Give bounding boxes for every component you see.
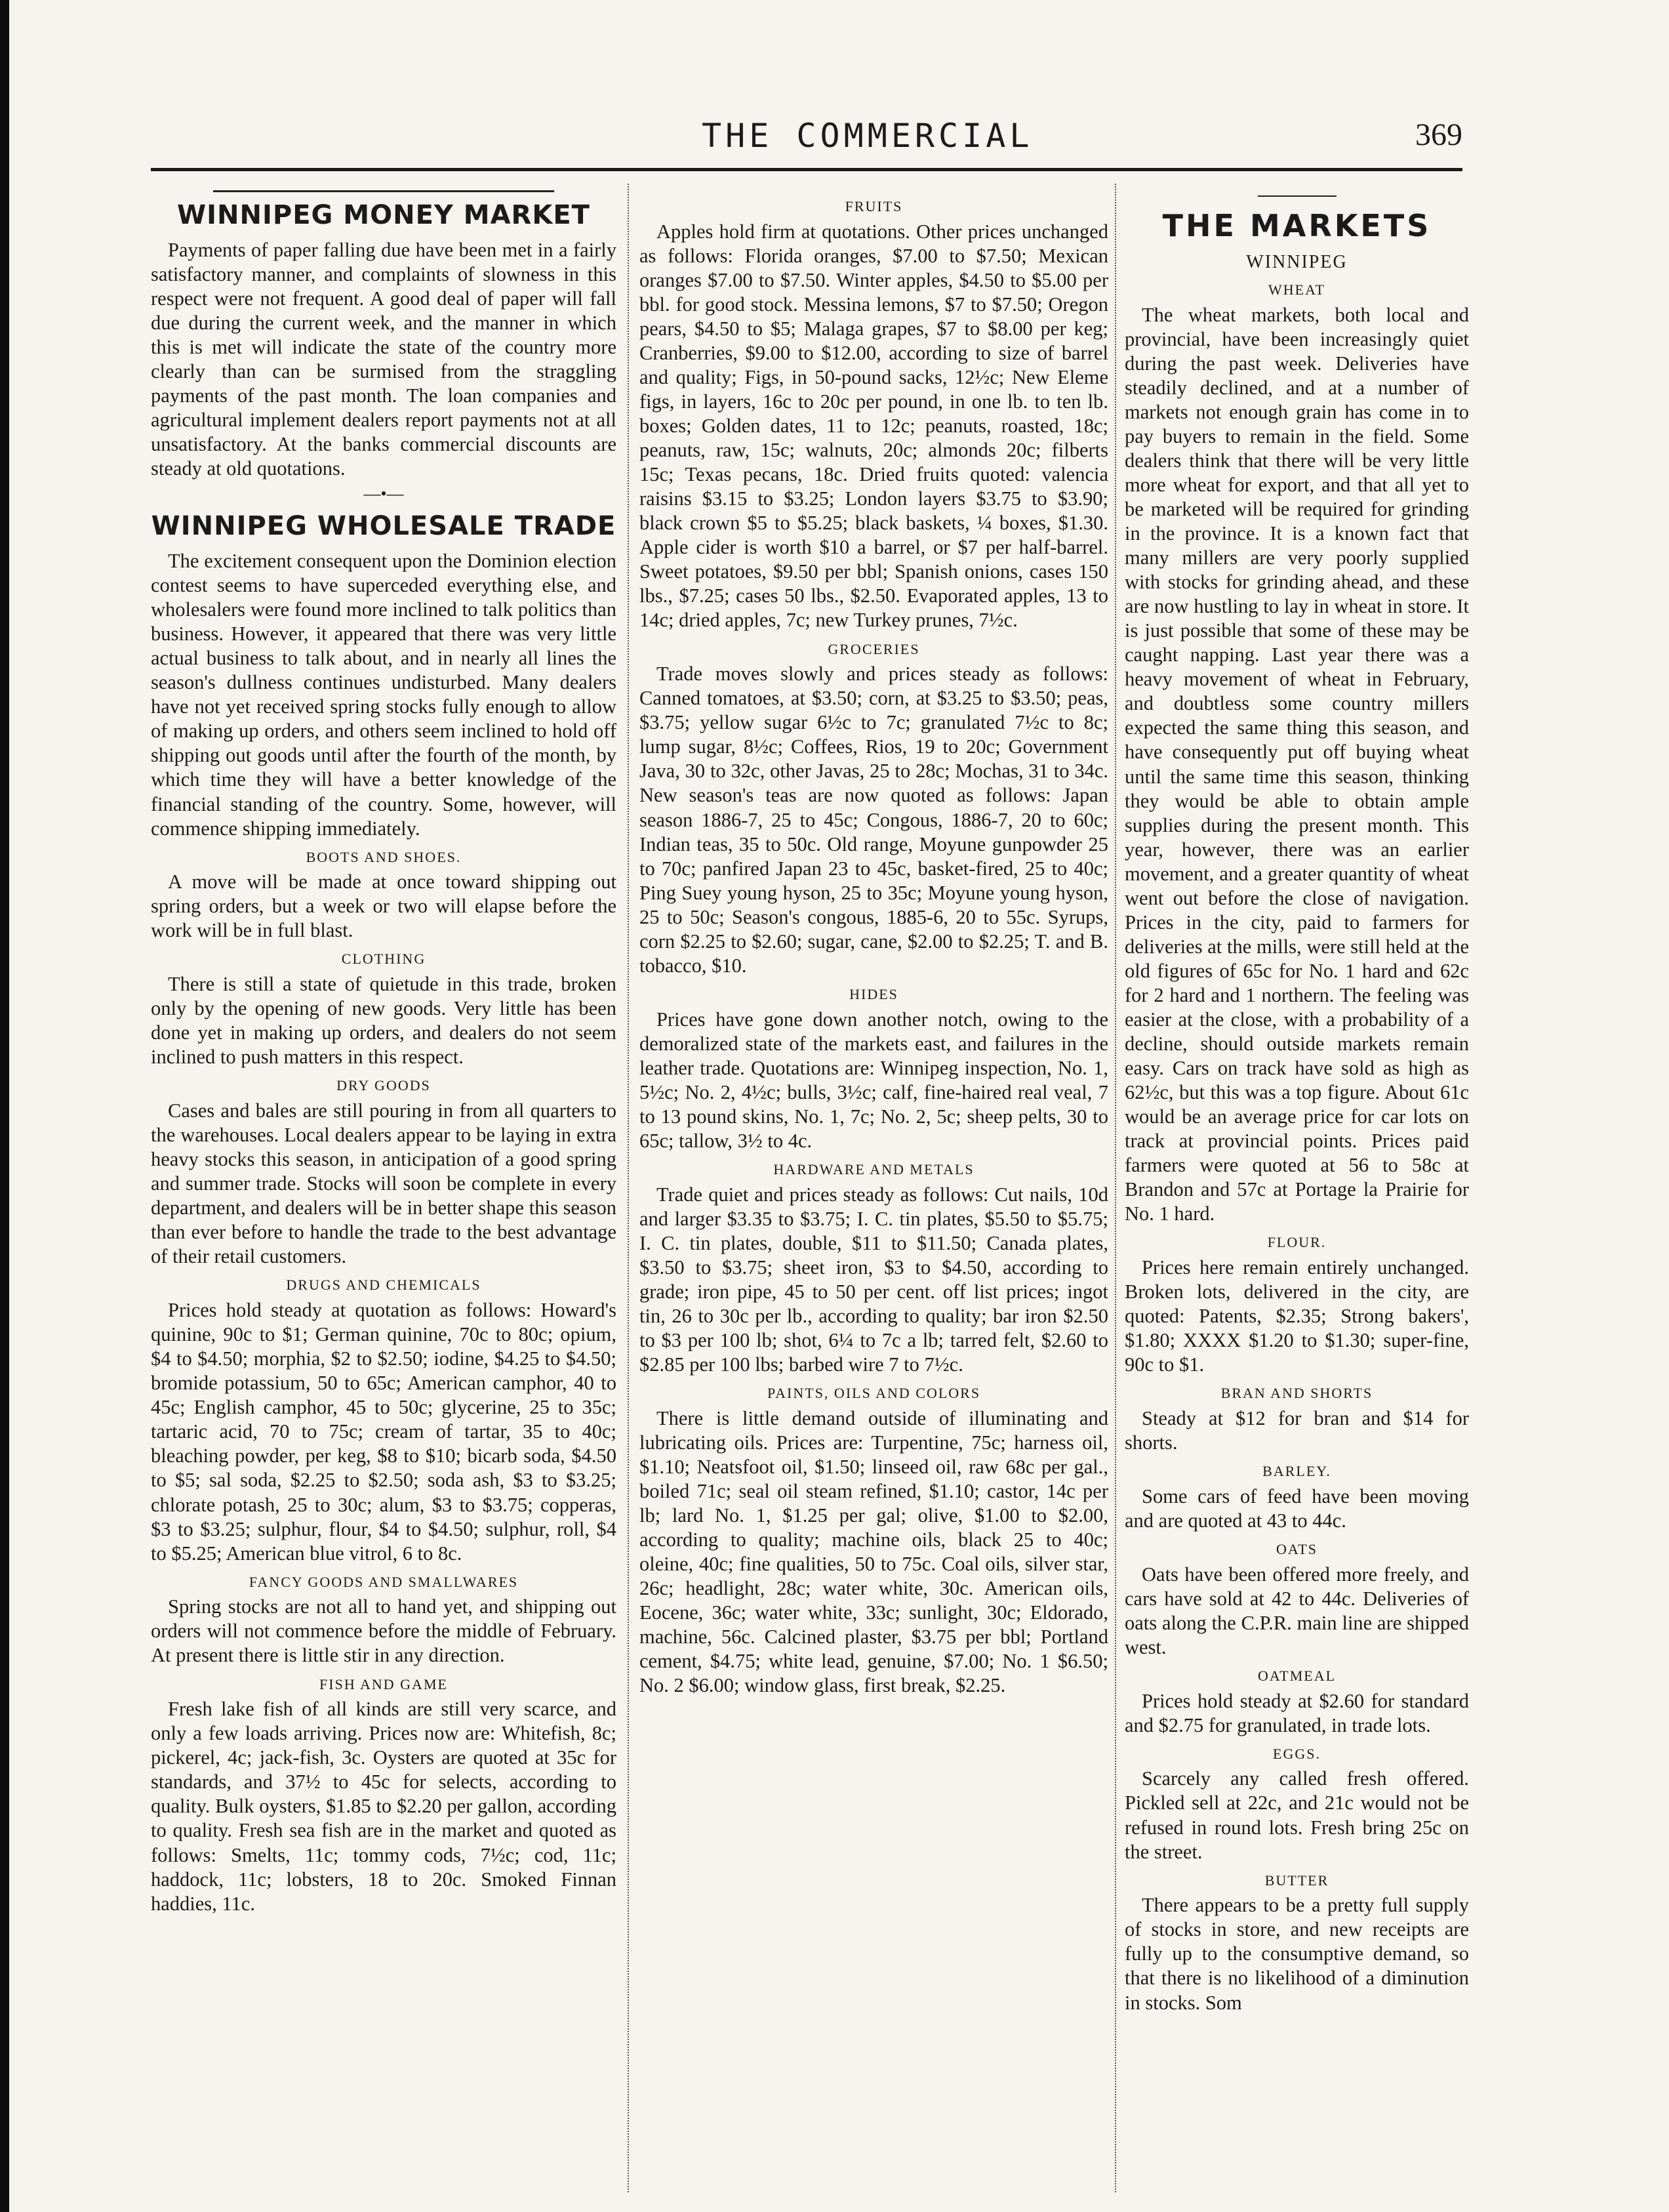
column-divider (628, 184, 629, 2192)
section-heading-flour: FLOUR. (1267, 1234, 1327, 1251)
section-body-paints: There is little demand outside of illuminating and lubricating oils. Prices are: Turpentine, 75c; harness oil, $1.10; Neatsfoot oil, $1.50; linseed oil, raw 68c per gal., boiled 71c; seal oil steam refined, $1.10; castor, 14c per lb; lard No. 1, $1.25 per gal; olive, $1.00 to $2.00, according to quality; machine oils, black 25 to 40c; oleine, 40c; fine qualities, 50 to 75c. Coal oils, silver star, 26c; headlight, 28c; water white, 30c. American oils, Eocene, 36c; water white, 33c; sunlight, 30c; Eldorado, machine, 56c. Calcined plaster, $3.75 per bbl; Portland cement, $4.75; white lead, genuine, $7.00; No. 1 $6.50; No. 2 $6.00; window glass, first break, $2.25. (639, 1406, 1108, 1697)
column-1 (151, 190, 616, 2192)
section-body-dry-goods: Cases and bales are still pouring in from all quarters to the warehouses. Local dealers appear to be laying in extra heavy stocks this season, in anticipation of a good spring and summer trade. Stocks will soon be complete in every department, and dealers will be in better shape this season than ever before to handle the trade to the best advantage of their retail customers. (151, 1099, 616, 1268)
section-body-clothing: There is still a state of quietude in this trade, broken only by the opening of new goods. Very little has been done yet in making up orders, and dealers do not seem inclined to push matters in this respect. (151, 973, 616, 1069)
section-rule (1258, 195, 1337, 197)
masthead (151, 117, 1462, 163)
section-heading-fish: FISH AND GAME (319, 1675, 448, 1692)
section-body-oatmeal: Prices hold steady at $2.60 for standard and $2.75 for granulated, in trade lots. (1125, 1689, 1469, 1736)
section-ornament: —•— (363, 484, 404, 504)
markets-subhead: WINNIPEG (1246, 251, 1348, 272)
section-heading-butter: BUTTER (1264, 1872, 1329, 1889)
section-body-butter: There appears to be a pretty full supply of stocks in store, and new receipts are fully up to the consumptive demand, so that there is no likelihood of a diminution in stocks. Som (1125, 1894, 1469, 2014)
section-heading-hardware: HARDWARE AND METALS (773, 1160, 975, 1178)
wholesale-trade-headline: WINNIPEG WHOLESALE TRADE (151, 511, 616, 542)
section-heading-boots: BOOTS AND SHOES. (306, 848, 462, 865)
section-heading-drugs: DRUGS AND CHEMICALS (286, 1277, 481, 1294)
column-3 (1125, 190, 1469, 2192)
column-top-rule (213, 190, 554, 192)
section-heading-bran: BRAN AND SHORTS (1220, 1385, 1373, 1402)
section-body-wheat: The wheat markets, both local and provincial, have been increasingly quiet during the past week. Deliveries have steadily declined, and at a number of markets not enough grain has come in to pay buyers to remain in the field. Some dealers think that there will be very little more wheat for export, and that all yet to be marketed will be required for grinding in the province. It is a known fact that many millers are very poorly supplied with stocks for grinding ahead, and these are now hustling to lay in wheat in store. It is just possible that some of these may be caught napping. Last year there was a heavy movement of wheat in February, and doubtless some country millers expected the same thing this season, and have consequently put off buying wheat until the same time this season, thinking they would be able to obtain ample supplies during the present month. This year, however, there was an earlier movement, and a greater quantity of wheat went out before the close of navigation. Prices in the city, paid to farmers for deliveries at the mills, were still held at the old figures of 65c for No. 1 hard and 62c for 2 hard and 1 northern. The feeling was easier at the close, with a probability of a decline, should outside markets remain easy. Cars on track have sold as high as 62½c, but this was a top figure. About 61c would be an average price for car lots on track at provincial points. Prices paid farmers were quoted at 56 to 58c at Brandon and 57c at Portage la Prairie for No. 1 hard. (1125, 303, 1469, 1225)
section-body-fruits: Apples hold firm at quotations. Other prices unchanged as follows: Florida oranges, $7.00 to $7.50; Mexican oranges $7.00 to $7.50. Winter apples, $4.50 to $5.00 per bbl. for good stock. Messina lemons, $7 to $7.50; Oregon pears, $4.50 to $5; Malaga grapes, $7 to $8.00 per keg; Cranberries, $9.00 to $12.00, according to size of barrel and quality; Figs, in 50-pound sacks, 12½c; New Eleme figs, in layers, 16c to 20c per pound, in one lb. to ten lb. boxes; Golden dates, 11 to 12c; peanuts, roasted, 18c; peanuts, raw, 15c; walnuts, 20c; almonds 20c; filberts 15c; Texas pecans, 18c. Dried fruits quoted: valencia raisins $3.15 to $3.25; London layers $3.75 to $3.90; black crown $5 to $5.25; black baskets, ¼ boxes, $1.30. Apple cider is worth $10 a barrel, or $7 per half-barrel. Sweet potatoes, $9.50 per bbl; Spanish onions, cases 150 lbs., $7.25; cases 50 lbs., $2.50. Evaporated apples, 13 to 14c; dried apples, 7c; new Turkey prunes, 7½c. (639, 220, 1108, 632)
section-heading-paints: PAINTS, OILS AND COLORS (767, 1384, 981, 1401)
section-body-fancy-goods: Spring stocks are not all to hand yet, and shipping out orders will not commence before the middle of February. At present there is little stir in any direction. (151, 1595, 616, 1667)
section-heading-oats: OATS (1276, 1540, 1317, 1557)
section-heading-barley: BARLEY. (1262, 1463, 1331, 1480)
section-body-barley: Some cars of feed have been moving and are quoted at 43 to 44c. (1125, 1485, 1469, 1532)
section-heading-fancy-goods: FANCY GOODS AND SMALLWARES (249, 1573, 519, 1590)
section-heading-dry-goods: DRY GOODS (336, 1077, 431, 1094)
wholesale-trade-intro: The excitement consequent upon the Dominion election contest seems to have superceded everything else, and wholesalers were found more inclined to talk politics than business. However, it appeared that there was very little actual business to talk about, and in nearly all lines the season's dullness continues undisturbed. Many dealers have not yet received spring stocks fully enough to allow of making up orders, and others seem inclined to hold off shipping out goods until after the fourth of the month, by which time they will have a better knowledge of the financial standing of the country. Some, however, will commence shipping immediately. (151, 550, 616, 840)
section-body-drugs: Prices hold steady at quotation as follows: Howard's quinine, 90c to $1; German quinine, 70c to 80c; opium, $4 to $4.50; morphia, $2 to $2.50; iodine, $4.25 to $4.50; bromide potassium, 50 to 65c; American camphor, 40 to 45c; English camphor, 45 to 50c; glycerine, 25 to 35c; tartaric acid, 70 to 75c; cream of tartar, 35 to 40c; bleaching powder, per keg, $8 to $10; bicarb soda, $4.50 to $5; sal soda, $2.25 to $2.50; soda ash, $3 to $3.25; chlorate potash, 25 to 30c; alum, $3 to $3.75; copperas, $3 to $3.25; sulphur, flour, $4 to $4.50; sulphur, roll, $4 to $5.25; American blue vitrol, 6 to 8c. (151, 1299, 616, 1565)
section-body-hides: Prices have gone down another notch, owing to the demoralized state of the markets east, and failures in the leather trade. Quotations are: Winnipeg inspection, No. 1, 5½c; No. 2, 4½c; bulls, 3½c; calf, fine-haired real veal, 7 to 13 pound skins, No. 1, 7c; No. 2, 5c; sheep pelts, 30 to 65c; tallow, 3½ to 4c. (639, 1008, 1108, 1152)
section-heading-oatmeal: OATMEAL (1257, 1667, 1337, 1684)
section-body-eggs: Scarcely any called fresh offered. Pickled sell at 22c, and 21c would not be refused in round lots. Fresh bring 25c on the street. (1125, 1767, 1469, 1863)
section-heading-hides: HIDES (849, 985, 898, 1002)
section-heading-fruits: FRUITS (845, 198, 903, 215)
section-body-groceries: Trade moves slowly and prices steady as follows: Canned tomatoes, at $3.50; corn, at $3.25 to $3.50; peas, $3.75; yellow sugar 6½c to 7c; granulated 7½c to 8c; lump sugar, 8½c; Coffees, Rios, 19 to 20c; Government Java, 30 to 32c, other Javas, 25 to 28c; Mochas, 31 to 34c. New season's teas are now quoted as follows: Japan season 1886-7, 25 to 45c; Congous, 1886-7, 20 to 60c; Indian teas, 35 to 50c. Old range, Moyune gunpowder 25 to 70c; panfired Japan 23 to 45c, basket-fired, 25 to 40c; Ping Suey young hyson, 25 to 35c; Moyune young hyson, 25 to 50c; Season's congous, 1885-6, 20 to 55c. Syrups, corn $2.25 to $2.60; sugar, cane, $2.00 to $2.25; T. and B. tobacco, $10. (639, 663, 1108, 977)
section-heading-wheat: WHEAT (1268, 281, 1325, 298)
section-body-fish: Fresh lake fish of all kinds are still very scarce, and only a few loads arriving. Prices now are: Whitefish, 8c; pickerel, 4c; jack-fish, 3c. Oysters are quoted at 35c for standards, and 37½ to 45c for selects, according to quality. Bulk oysters, $1.85 to $2.20 per gallon, according to quality. Fresh sea fish are in the market and quoted as follows: Smelts, 11c; tommy cods, 7½c; cod, 11c; haddock, 11c; lobsters, 18 to 20c. Smoked Finnan haddies, 11c. (151, 1698, 616, 1915)
section-body-hardware: Trade quiet and prices steady as follows: Cut nails, 10d and larger $3.35 to $3.75; I. C. tin plates, $5.50 to $5.75; I. C. tin plates, double, $11 to $11.50; Canada plates, $3.50 to $3.75; sheet iron, $3 to $4.50, according to grade; iron pipe, 45 to 50 per cent. off list prices; ingot tin, 26 to 30c per lb., according to quality; bar iron $2.50 to $3 per 100 lb; shot, 6¼ to 7c a lb; tarred felt, $2.60 to $2.85 per 100 lbs; barbed wire 7 to 7½c. (639, 1183, 1108, 1376)
section-body-bran: Steady at $12 for bran and $14 for shorts. (1125, 1407, 1469, 1454)
page-number: 369 (1415, 117, 1462, 152)
section-heading-groceries: GROCERIES (828, 640, 920, 657)
markets-headline: THE MARKETS (1162, 208, 1432, 243)
section-body-oats: Oats have been offered more freely, and cars have sold at 42 to 44c. Deliveries of oats along the C.P.R. main line are shipped west. (1125, 1563, 1469, 1658)
money-market-headline: WINNIPEG MONEY MARKET (177, 200, 590, 230)
section-body-boots: A move will be made at once toward shipping out spring orders, but a week or two will elapse before the work will be in full blast. (151, 870, 616, 942)
column-divider (1115, 184, 1116, 2192)
section-body-flour: Prices here remain entirely unchanged. Broken lots, delivered in the city, are quoted: Patents, $2.35; Strong bakers', $1.80; XXXX $1.20 to $1.30; super-fine, 90c to $1. (1125, 1256, 1469, 1376)
section-heading-eggs: EGGS. (1273, 1745, 1321, 1762)
publication-title: THE COMMERCIAL (702, 117, 1034, 155)
column-2 (639, 190, 1108, 2192)
money-market-body: Payments of paper falling due have been met in a fairly satisfactory manner, and complaints of slowness in this respect were not frequent. A good deal of paper will fall due during the current week, and the manner in which this is met will indicate the state of the country more clearly than can be surmised from the straggling payments of the past month. The loan companies and agricultural implement dealers report payments not at all unsatisfactory. At the banks commercial discounts are steady at old quotations. (151, 239, 616, 480)
section-heading-clothing: CLOTHING (341, 951, 426, 968)
page-binding-edge (0, 0, 9, 2212)
masthead-rule (151, 168, 1462, 171)
